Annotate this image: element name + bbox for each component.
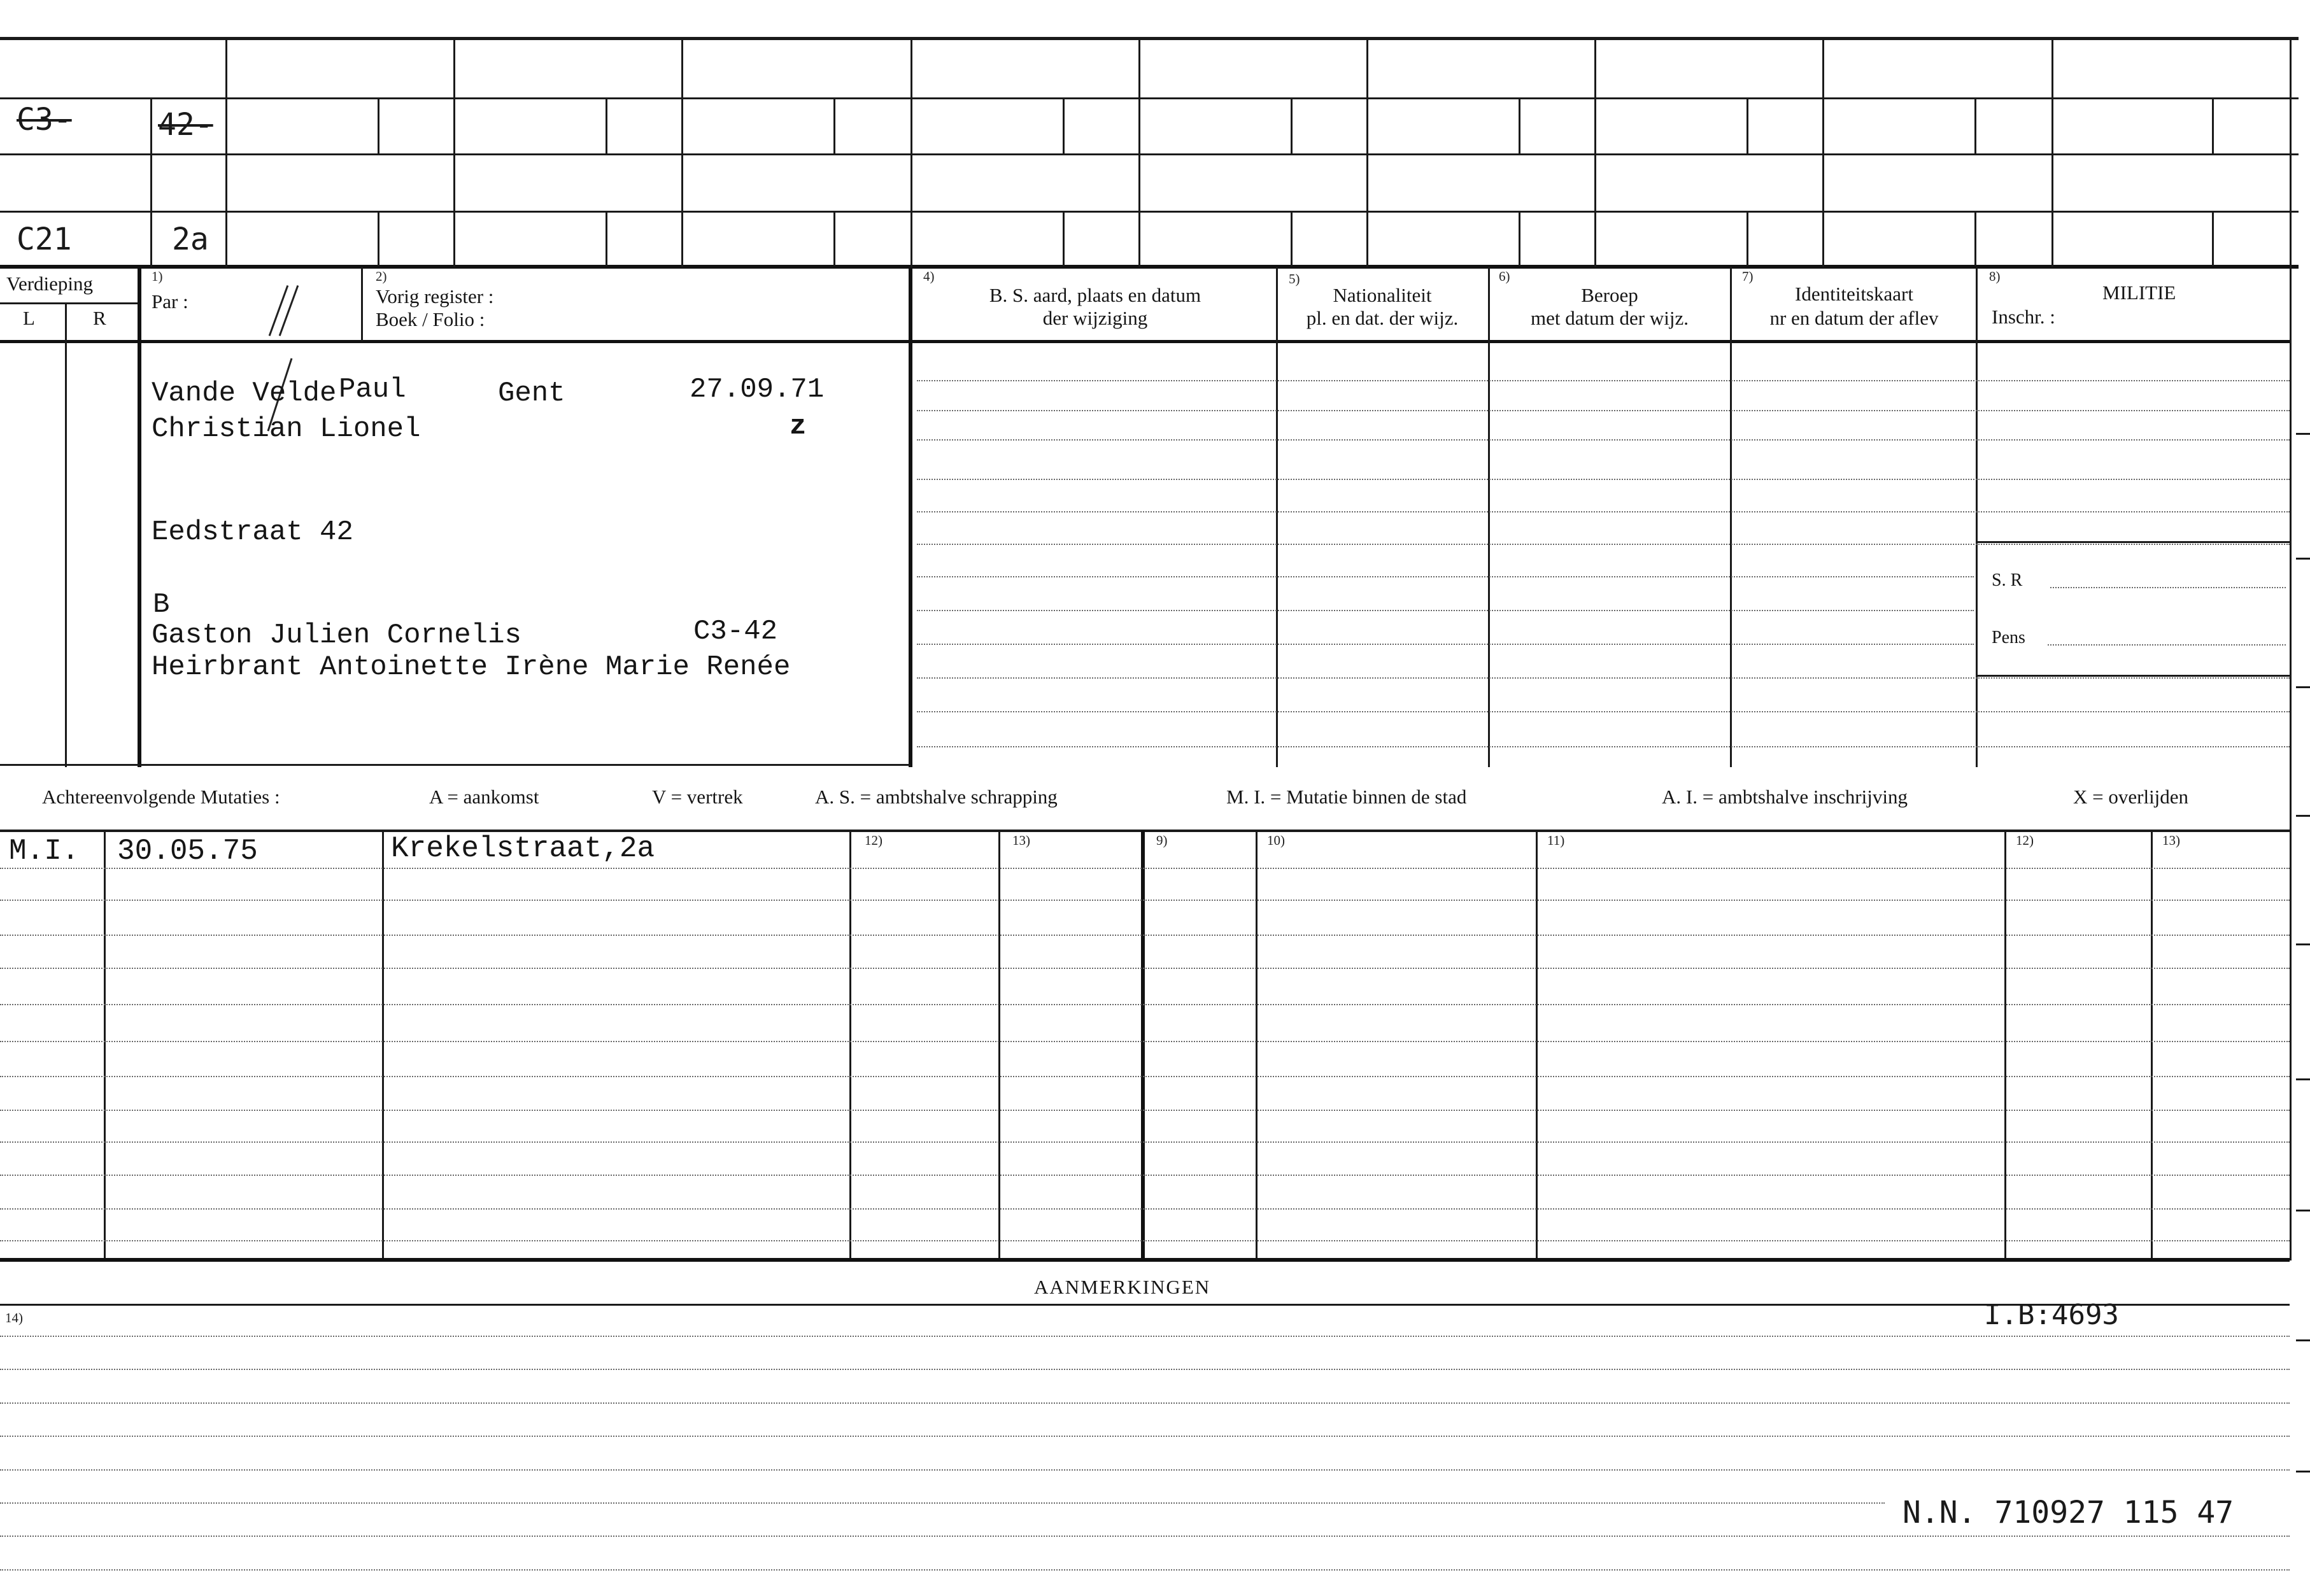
mut-col-number: 11) (1547, 833, 1565, 848)
par-label: Par : (152, 290, 188, 313)
birthdate: 27.09.71 (690, 374, 825, 406)
legend-inschrijving: A. I. = ambtshalve inschrijving (1662, 786, 1908, 808)
legend-title: Achtereenvolgende Mutaties : (42, 786, 280, 808)
address: Eedstraat 42 (152, 516, 353, 548)
floor-right-header: R (93, 307, 106, 329)
mut-col-number: 13) (1012, 833, 1030, 848)
mother-name: Heirbrant Antoinette Irène Marie Renée (152, 651, 791, 683)
pens-label: Pens (1992, 628, 2025, 647)
surname: Vande Velde (152, 378, 337, 409)
verdieping-header: Verdieping (6, 272, 94, 295)
middle-names: Christian Lionel (152, 413, 421, 445)
mut-col-number: 12) (2016, 833, 2034, 848)
section-code: C21 (17, 222, 72, 257)
ib-reference: I.B:4693 (1984, 1299, 2119, 1331)
militie-header: MILITIE (2102, 281, 2176, 304)
col1-number: 1) (152, 269, 163, 284)
mutation-street: Krekelstraat,2a (391, 832, 655, 865)
vorig-register-label: Vorig register : (376, 285, 494, 307)
legend-vertrek: V = vertrek (652, 786, 743, 808)
legend-overlijden: X = overlijden (2073, 786, 2189, 808)
old-section-code: C3- (17, 102, 72, 138)
nationality-header-line2: pl. en dat. der wijz. (1306, 307, 1459, 329)
bs-header-line1: B. S. aard, plaats en datum (989, 284, 1201, 306)
legend-schrapping: A. S. = ambtshalve schrapping (815, 786, 1058, 808)
house-number: 2a (172, 222, 209, 257)
col7-number: 7) (1742, 269, 1754, 284)
floor-left-header: L (23, 307, 35, 329)
legend-mutatie: M. I. = Mutatie binnen de stad (1226, 786, 1467, 808)
floor-letter: B (153, 589, 170, 621)
identity-header-line2: nr en datum der aflev (1769, 307, 1939, 329)
bs-header-line2: der wijziging (1042, 307, 1148, 329)
beroep-header-line1: Beroep (1581, 284, 1638, 306)
col5-number: 5) (1289, 271, 1300, 286)
sex-marker: z (790, 411, 807, 442)
sr-label: S. R (1992, 570, 2023, 590)
father-reference: C3-42 (693, 616, 778, 647)
remarks-number: 14) (5, 1310, 23, 1325)
mut-col-number: 13) (2162, 833, 2180, 848)
col8-number: 8) (1989, 269, 2001, 284)
col4-number: 4) (923, 269, 935, 284)
mut-col-number: 9) (1156, 833, 1168, 848)
old-house-number: 42- (158, 107, 213, 143)
father-name: Gaston Julien Cornelis (152, 619, 521, 651)
beroep-header-line2: met datum der wijz. (1531, 307, 1689, 329)
boek-folio-label: Boek / Folio : (376, 308, 485, 330)
first-name: Paul (339, 374, 406, 406)
birthplace: Gent (498, 378, 565, 409)
mut-col-number: 10) (1267, 833, 1285, 848)
remarks-title: AANMERKINGEN (1034, 1276, 1211, 1298)
inschr-label: Inschr. : (1992, 306, 2055, 328)
mutation-type: M.I. (9, 835, 80, 868)
legend-aankomst: A = aankomst (429, 786, 539, 808)
col2-number: 2) (376, 269, 387, 284)
identity-header-line1: Identiteitskaart (1795, 283, 1913, 305)
col6-number: 6) (1499, 269, 1510, 284)
nn-reference: N.N. 710927 115 47 (1903, 1495, 2234, 1530)
mutation-date: 30.05.75 (117, 835, 258, 868)
mut-col-number: 12) (865, 833, 882, 848)
nationality-header-line1: Nationaliteit (1333, 284, 1432, 306)
